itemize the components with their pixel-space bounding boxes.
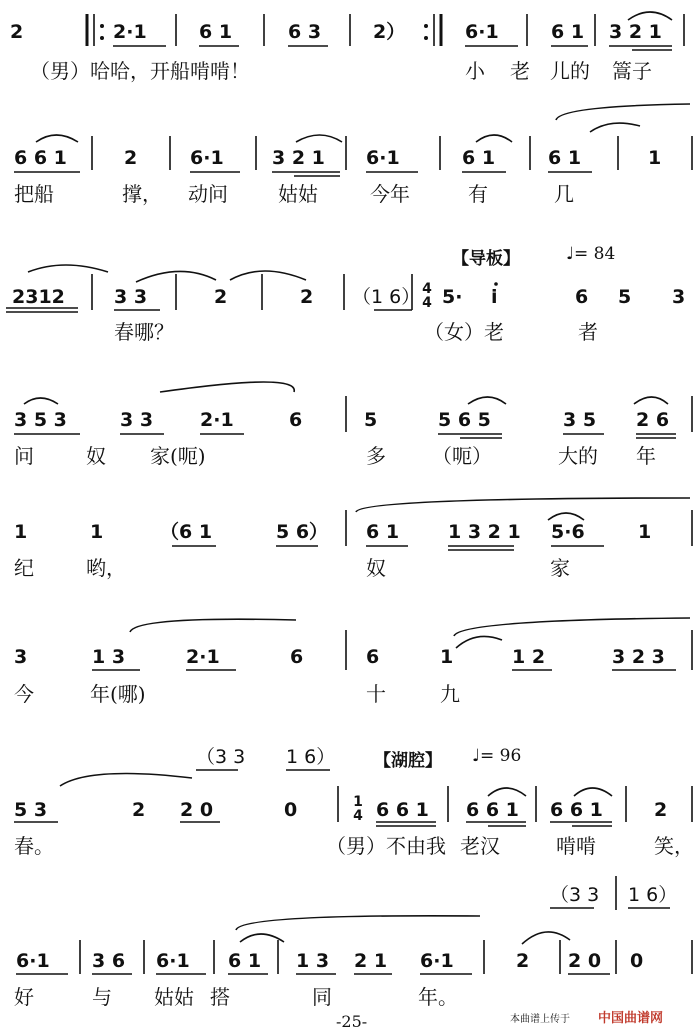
note: 3 2 1 [609,21,662,43]
lyric: 老 [510,59,530,83]
lyric: 奴 [86,444,106,468]
note: 1 3 [296,950,330,972]
barlines-row-8 [16,876,692,974]
note: 2 0 [568,950,602,972]
note: 2312 [12,286,65,308]
lyric: （男）不由我 [326,834,446,858]
note: 2 [214,286,228,308]
time-signature-top: 1 [353,794,363,810]
lyric: 儿的 [550,59,590,83]
tempo-mark: ♩= 96 [472,746,522,766]
note: 1 3 2 1 [448,521,521,543]
note: 6·1 [190,147,224,169]
lyric: 几 [554,182,574,206]
lyric: 搭 [210,985,230,1009]
lyric: 多 [366,444,386,468]
note: 2 [124,147,138,169]
note: 3 5 3 [14,409,67,431]
note: 3 2 1 [272,147,325,169]
note: （3 3 [196,746,246,768]
lyric: 春。 [14,834,54,858]
note: 2·1 [200,409,234,431]
note: 1 [14,521,28,543]
note: 6 [289,409,303,431]
lyric: 十 [366,682,386,706]
note: 1 [638,521,652,543]
section-mark: 【湖腔】 [374,751,442,771]
note: 2 [516,950,530,972]
note: 6 1 [551,21,585,43]
lyric: 春哪？ [114,320,174,344]
note: 2 [10,21,24,43]
note: 0 [630,950,644,972]
barlines-row-7 [14,770,692,826]
note: 2 [654,799,668,821]
lyric: 啃啃 [556,834,596,858]
section-mark: 【导板】 [452,249,520,269]
lyric: 好 [14,985,34,1009]
barlines-row-1 [87,14,684,46]
lyric: 与 [92,985,112,1009]
note: 6 [290,646,304,668]
note: 6·1 [16,950,50,972]
lyric: 姑姑 [278,182,318,206]
lyric: 今年 [370,182,410,206]
lyric: 今 [14,682,34,706]
note: 1 [648,147,662,169]
lyric: 撑， [122,182,162,206]
barlines-row-4 [14,382,692,438]
note: （1 6） [352,286,421,308]
underlines-row-1 [113,12,672,50]
note: 6·1 [366,147,400,169]
note: 6 1 [366,521,400,543]
lyric: 年。 [418,985,458,1009]
lyric: 九 [440,682,460,706]
note: 6 1 [199,21,233,43]
note: 1 [90,521,104,543]
lyric: 篙子 [612,59,652,83]
note: 2） [373,21,406,43]
note: 6·1 [420,950,454,972]
note: 2 1 [354,950,388,972]
note: 0 [284,799,298,821]
lyric: 哟， [86,556,126,580]
note: 6 1 [548,147,582,169]
note: 2·1 [186,646,220,668]
note: 6 1 [228,950,262,972]
lyric: 动问 [188,182,228,206]
note: 2 [300,286,314,308]
note: 5 6） [276,521,329,543]
note: 6 3 [288,21,322,43]
tempo-mark: ♩= 84 [566,244,616,264]
barlines-row-2 [36,104,692,170]
lyric: （男）哈哈，开船啃啃！ [30,59,250,83]
note: 3 3 [120,409,154,431]
note: 5· [442,286,463,308]
barlines-row-5 [172,498,692,550]
lyric: 笑， [654,834,694,858]
note: 1 3 [92,646,126,668]
lyric: 大的 [558,444,598,468]
lyric: 家 [550,556,570,580]
note: 5 6 5 [438,409,491,431]
lyric: 同 [312,985,332,1009]
note: （3 3 [550,884,600,906]
lyric: 纪 [14,556,34,580]
note: 6 6 1 [550,799,603,821]
note: 6 1 [462,147,496,169]
note: 3 [672,286,686,308]
lyric: 小 [465,59,485,83]
lyric: 奴 [366,556,386,580]
note: 6 [366,646,380,668]
note: 2 6 [636,409,670,431]
note: 6 [575,286,589,308]
barlines-row-3 [6,265,498,312]
note: 2 0 [180,799,214,821]
lyric: 年 [636,444,656,468]
lyric: （女）老 [424,320,504,344]
note: 3 3 [114,286,148,308]
lyric: 有 [468,182,488,206]
note: 2·1 [113,21,147,43]
note: 5·6 [551,521,585,543]
time-signature-bottom: 4 [422,295,432,311]
barlines-row-6 [92,618,692,670]
note: 3 5 [563,409,597,431]
note: i [491,286,498,308]
note: （6 1 [160,521,213,543]
upload-credit: 本曲谱上传于 [510,1014,570,1025]
note: 6 6 1 [14,147,67,169]
note: 6 6 1 [376,799,429,821]
note: 3 6 [92,950,126,972]
lyric: 者 [578,320,598,344]
lyric: （呃） [432,444,492,468]
lyric: 问 [14,444,34,468]
note: 1 [440,646,454,668]
lyric: 姑姑 [154,985,194,1009]
lyric: 家(呃) [150,444,206,468]
note: 6·1 [156,950,190,972]
note: 3 [14,646,28,668]
note: 5 3 [14,799,48,821]
lyric: 把船 [14,182,54,206]
time-signature-top: 4 [422,281,432,297]
lyric: 老汉 [460,834,500,858]
site-logo: 中国曲谱网 [598,1011,664,1026]
note: 1 6） [286,746,336,768]
note: 6 6 1 [466,799,519,821]
note: 1 2 [512,646,546,668]
lyric: 年(哪) [90,682,146,706]
note: 6·1 [465,21,499,43]
note: 3 2 3 [612,646,665,668]
time-signature-bottom: 4 [353,808,363,824]
note: 1 6） [628,884,678,906]
note: 2 [132,799,146,821]
note: 5 [618,286,632,308]
underlines-row-2 [14,172,592,176]
page-number: -25- [336,1012,368,1031]
note: 5 [364,409,378,431]
